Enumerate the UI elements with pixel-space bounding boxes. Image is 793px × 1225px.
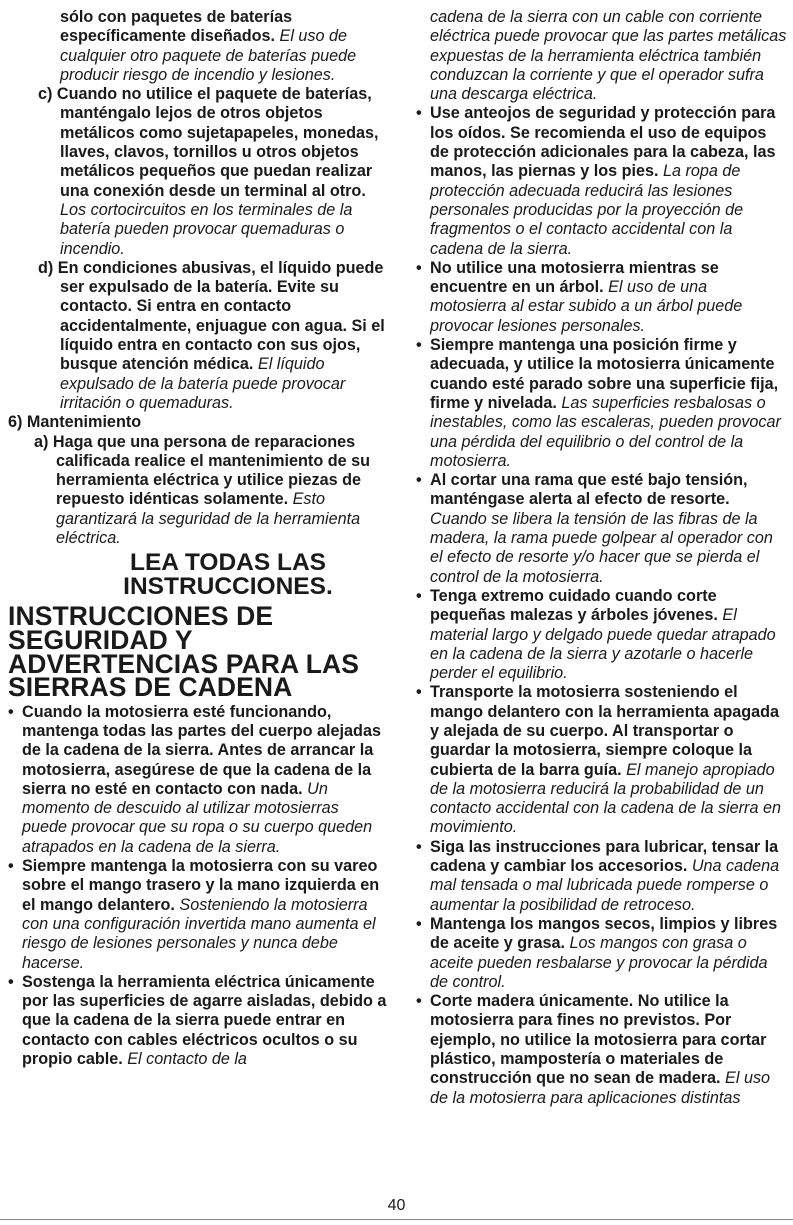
paragraph-item-c: [8, 85, 388, 259]
section-title: INSTRUCCIONES DE SEGURIDAD Y ADVERTENCIAS PARA LAS SIERRAS DE CADENA: [8, 601, 360, 703]
subheading-mantenimiento: 6) Mantenimiento: [8, 413, 142, 432]
italic-text: cadena de la sierra con un cable con corriente eléctrica puede provocar que las partes metálicas expuestas de la herramienta eléctrica también conduzcan la corriente y que el operador sufra una descarga eléctrica.: [430, 8, 787, 104]
italic-text: Cuando se libera la tensión de las fibras de la madera, la rama puede golpear al operador con el efecto de resorte y/o hacer que se pierda el control de la motosierra.: [430, 509, 773, 586]
italic-text: El material largo y delgado puede quedar atrapado en la cadena de la sierra y azotarle o hacerle perder el equilibrio.: [430, 606, 776, 683]
bold-text: sólo con paquetes de baterías específicamente diseñados.: [60, 8, 293, 46]
bullet-item: [416, 915, 788, 992]
italic-text: El uso de una motosierra al estar subido a un árbol puede provocar lesiones personales.: [430, 278, 743, 335]
bold-text: a) Haga que una persona de reparaciones calificada realice el mantenimiento de su herramienta eléctrica y utilice piezas de repuesto idénticas solamente.: [34, 432, 370, 509]
italic-text: Sosteniendo la motosierra con una configuración invertida mano aumenta el riesgo de lesiones personales y nunca debe hacerse.: [22, 895, 376, 972]
italic-text: El uso de la motosierra para aplicaciones distintas: [430, 1069, 771, 1107]
bullet-item: [416, 587, 788, 683]
bold-text: No utilice una motosierra mientras se encuentre en un árbol.: [430, 258, 719, 297]
bullet-item: [8, 973, 388, 1069]
italic-text: La ropa de protección adecuada reducirá las lesiones personales producidas por la proyección de fragmentos o el contacto accidental con la cadena de la sierra.: [430, 162, 744, 258]
italic-text: El líquido expulsado de la batería puede provocar irritación o quemaduras.: [60, 355, 346, 412]
page-number: 40: [387, 1197, 406, 1214]
bullet-item: [416, 992, 788, 1108]
italic-text: El contacto de la: [122, 1050, 247, 1069]
left-column: [8, 8, 388, 1069]
bold-text: Siga las instrucciones para lubricar, tensar la cadena y cambiar los accesorios.: [430, 837, 779, 876]
italic-text: Las superficies resbalosas o inestables, como las escaleras, pueden provocar una pérdida del equilibrio o del control de la motosierra.: [430, 393, 781, 470]
bullet-item: [8, 703, 388, 857]
heading-read-all: LEA TODAS LAS INSTRUCCIONES.: [123, 549, 333, 600]
bold-text: Corte madera únicamente. No utilice la motosierra para fines no previstos. Por ejemplo, no utilice la motosierra para cortar plástico, mampostería o materiales de construcción que no sean de madera.: [430, 992, 767, 1088]
bold-text: Siempre mantenga una posición firme y adecuada, y utilice la motosierra únicamente cuando esté parado sobre una superficie fija, firme y nivelada.: [430, 336, 779, 412]
bullet-item: [416, 838, 788, 915]
bold-text: Cuando la motosierra esté funcionando, mantenga todas las partes del cuerpo alejadas de la cadena de la sierra. Antes de arrancar la motosierra, asegúrese de que la cadena de la sierra no esté en contacto con nada.: [22, 702, 381, 798]
italic-text: El manejo apropiado de la motosierra reducirá la probabilidad de un contacto accidental con la cadena de la sierra en movimiento.: [430, 760, 781, 837]
bold-text: Al cortar una rama que esté bajo tensión, manténgase alerta al efecto de resorte.: [430, 471, 748, 509]
bold-text: Sostenga la herramienta eléctrica únicamente por las superficies de agarre aisladas, debido a que la cadena de la sierra puede entrar en contacto con cables eléctricos ocultos o su propio cable.: [22, 972, 387, 1069]
italic-text: Los mangos con grasa o aceite pueden resbalarse y provocar la pérdida de control.: [430, 934, 768, 991]
bold-text: Mantenga los mangos secos, limpios y libres de aceite y grasa.: [430, 914, 778, 953]
italic-text: El uso de cualquier otro paquete de baterías puede producir riesgo de incendio y lesiones.: [60, 27, 357, 84]
bold-text: Siempre mantenga la motosierra con su vareo sobre el mango trasero y la mano izquierda en el mango delantero.: [22, 857, 380, 914]
paragraph-item-a: [8, 433, 388, 549]
bold-text: Use anteojos de seguridad y protección para los oídos. Se recomienda el uso de equipos de protección adicionales para la cabeza, las manos, las piernas y los pies.: [430, 104, 776, 181]
paragraph-battery-packs: [8, 8, 388, 85]
bullet-item: [416, 259, 788, 336]
bold-text: c) Cuando no utilice el paquete de baterías, manténgalo lejos de otros objetos metálicos como sujetapapeles, monedas, llaves, clavos, tornillos u otros objetos metálicos pequeños que puedan realizar una conexión desde un terminal al otro.: [38, 85, 379, 200]
bullet-item: [416, 471, 788, 587]
italic-text: Los cortocircuitos en los terminales de la batería pueden provocar quemaduras o incendio.: [60, 200, 353, 258]
bottom-rule: [0, 1219, 793, 1220]
bullet-item: [416, 336, 788, 471]
bullet-item: [416, 683, 788, 837]
bullet-item: [416, 104, 788, 258]
bold-text: Tenga extremo cuidado cuando corte pequeñas malezas y árboles jóvenes.: [430, 586, 718, 625]
bold-text: d) En condiciones abusivas, el líquido puede ser expulsado de la batería. Evite su contacto. Si entra en contacto accidentalmente, enjuague con agua. Si el líquido entra en contacto con sus ojos, busque atención médica.: [38, 258, 385, 374]
paragraph-continuation: [416, 8, 788, 104]
italic-text: Un momento de descuido al utilizar motosierras puede provocar que su ropa o su cuerpo queden atrapados en la cadena de la sierra.: [22, 779, 373, 856]
italic-text: Una cadena mal tensada o mal lubricada puede romperse o aumentar la posibilidad de retroceso.: [430, 857, 780, 914]
bold-text: Transporte la motosierra sosteniendo el mango delantero con la herramienta apagada y alejada de su cuerpo. Al transportar o guardar la motosierra, siempre coloque la cubierta de la barra guía.: [430, 683, 780, 779]
italic-text: Esto garantizará la seguridad de la herramienta eléctrica.: [56, 490, 361, 548]
right-column: [416, 8, 788, 1108]
bullet-item: [8, 857, 388, 973]
paragraph-item-d: [8, 259, 388, 413]
